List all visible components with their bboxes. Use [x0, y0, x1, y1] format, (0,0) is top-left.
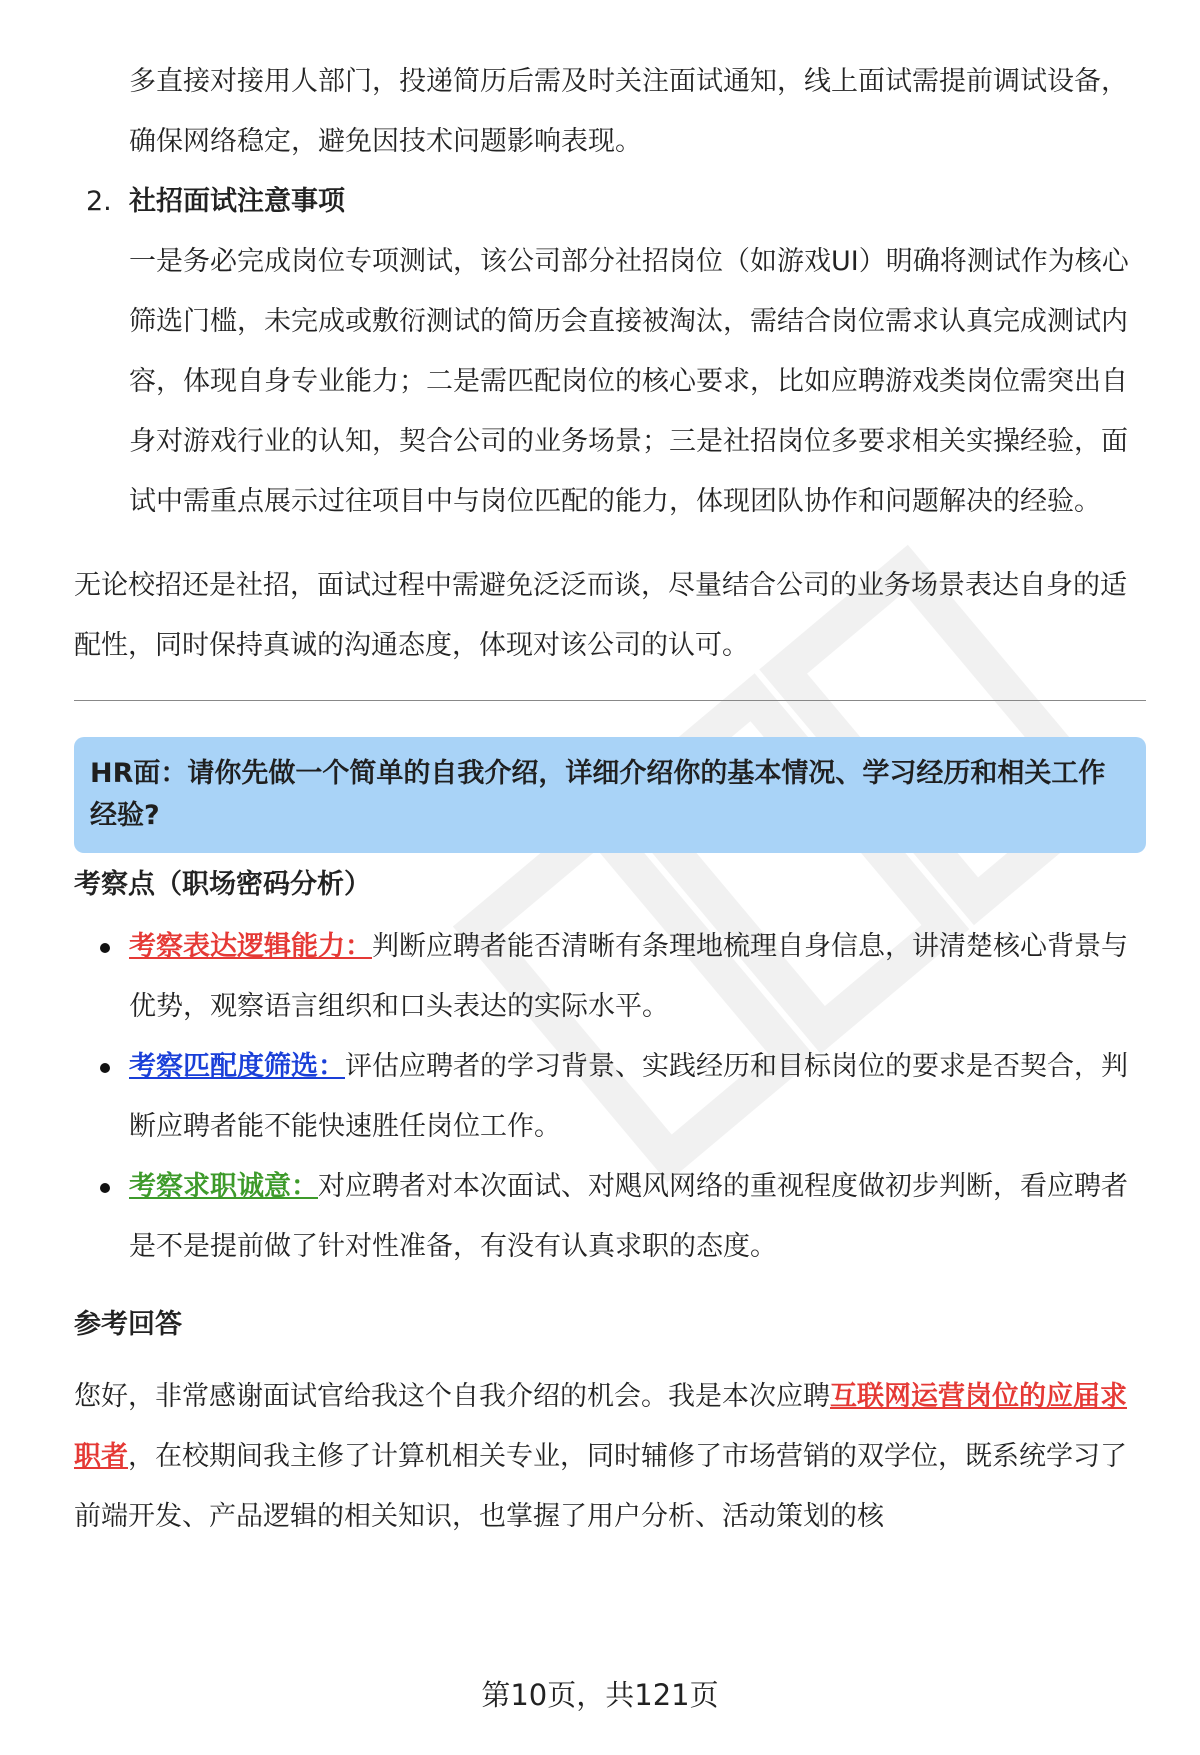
list-item	[129, 1037, 1146, 1157]
summary-paragraph: 无论校招还是社招，面试过程中需避免泛泛而谈，尽量结合公司的业务场景表达自身的适配性，同时保持真诚的沟通态度，体现对该公司的认可。	[74, 570, 1127, 661]
points-list	[74, 917, 1146, 1277]
list-item	[129, 1157, 1146, 1277]
point-label: 考察匹配度筛选：	[129, 1051, 345, 1082]
point-label: 考察表达逻辑能力：	[129, 931, 372, 962]
point-label: 考察求职诚意：	[129, 1171, 318, 1202]
points-title: 考察点（职场密码分析）	[74, 869, 371, 900]
list-item	[129, 917, 1146, 1037]
page-number: 第10页，共121页	[481, 1678, 719, 1712]
bullet-icon	[100, 1183, 110, 1193]
answer-highlight: 互联网运营岗位的应届求职者	[74, 1381, 1127, 1472]
answer-title: 参考回答	[74, 1309, 182, 1340]
page-content	[74, 52, 1146, 1547]
question-box: HR面：请你先做一个简单的自我介绍，详细介绍你的基本情况、学习经历和相关工作经验?	[74, 737, 1146, 853]
list-item-2-title	[86, 172, 1146, 232]
divider	[74, 700, 1146, 701]
bullet-icon	[100, 1063, 110, 1073]
list-item-2-body: 一是务必完成岗位专项测试，该公司部分社招岗位（如游戏UI）明确将测试作为核心筛选门槛，未完成或敷衍测试的简历会直接被淘汰，需结合岗位需求认真完成测试内容，体现自身专业能力；二是需匹配岗位的核心要求，比如应聘游戏类岗位需突出自身对游戏行业的认知，契合公司的业务场景；三是社招岗位多要求相关实操经验，面试中需重点展示过往项目中与岗位匹配的能力，体现团队协作和问题解决的经验。	[129, 246, 1129, 517]
answer-text-after: ，在校期间我主修了计算机相关专业，同时辅修了市场营销的双学位，既系统学习了前端开发、产品逻辑的相关知识，也掌握了用户分析、活动策划的核	[74, 1441, 1127, 1532]
bullet-icon	[100, 943, 110, 953]
list-title-text: 社招面试注意事项	[129, 186, 345, 217]
list-number: 2.	[86, 186, 112, 217]
top-paragraph: 多直接对接用人部门，投递简历后需及时关注面试通知，线上面试需提前调试设备，确保网络稳定，避免因技术问题影响表现。	[129, 66, 1128, 157]
point-text: 对应聘者对本次面试、对飓风网络的重视程度做初步判断，看应聘者是不是提前做了针对性准备，有没有认真求职的态度。	[129, 1171, 1128, 1262]
answer-paragraph	[74, 1367, 1146, 1547]
point-text: 评估应聘者的学习背景、实践经历和目标岗位的要求是否契合，判断应聘者能不能快速胜任岗位工作。	[129, 1051, 1128, 1142]
point-text: 判断应聘者能否清晰有条理地梳理自身信息，讲清楚核心背景与优势，观察语言组织和口头表达的实际水平。	[129, 931, 1128, 1022]
answer-text-before: 您好，非常感谢面试官给我这个自我介绍的机会。我是本次应聘	[74, 1381, 830, 1412]
